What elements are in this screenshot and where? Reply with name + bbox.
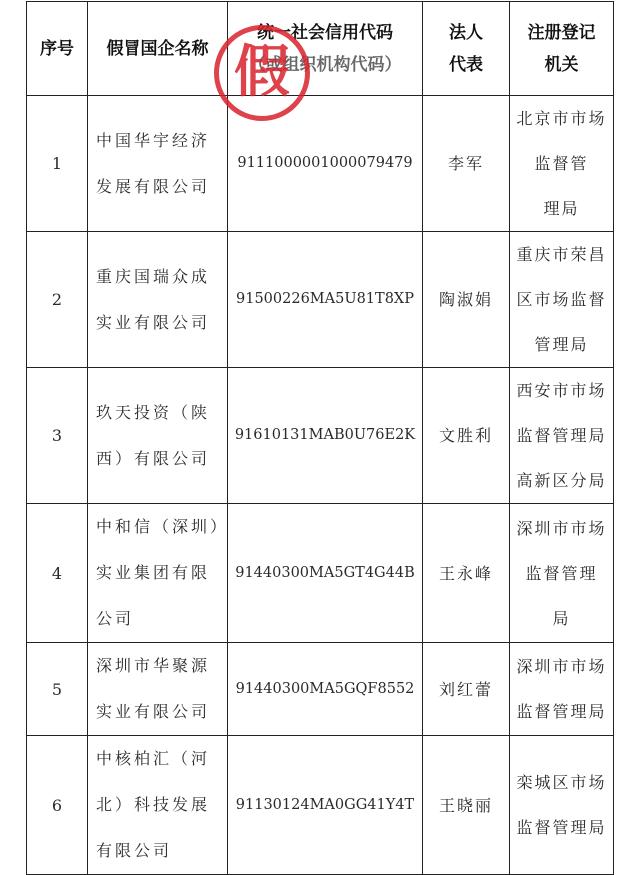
header-row (27, 2, 614, 96)
cell-name-line: 实业有限公司 (96, 702, 211, 721)
cell-authority-line: 北京市市场 (516, 109, 607, 128)
header-auth-line1: 注册登记 (527, 22, 596, 43)
header-code-line1: 统一社会信用代码 (257, 22, 393, 43)
cell-name-line: 中核柏汇（河 (96, 749, 211, 768)
cell-name-line: 实业集团有限 (96, 563, 211, 582)
cell-name-line: 深圳市华聚源 (96, 656, 211, 675)
fake-stamp-char: 假 (234, 40, 290, 105)
cell-authority-line: 深圳市市场 (516, 518, 607, 538)
table-row (27, 504, 614, 643)
cell-name-line: 玖天投资（陕 (96, 402, 211, 422)
cell-seq: 3 (27, 368, 88, 504)
table-row (27, 232, 614, 368)
cell-name-line: 北）科技发展 (96, 795, 211, 814)
cell-name-line: 实业有限公司 (96, 312, 211, 332)
cell-authority-line: 监督管理局 (516, 818, 607, 837)
cell-name (88, 736, 228, 875)
cell-name-line: 重庆国瑞众成 (96, 266, 211, 286)
cell-name-line: 发展有限公司 (96, 176, 211, 196)
cell-legal-rep: 刘红蕾 (423, 643, 510, 736)
cell-authority-line: 重庆市荣昌 (516, 245, 607, 264)
header-auth-line2: 机关 (544, 54, 579, 75)
table-row (27, 736, 614, 875)
cell-authority-line: 深圳市市场 (516, 657, 607, 676)
cell-credit-code: 91610131MAB0U76E2K (228, 368, 423, 504)
cell-name-line: 有限公司 (96, 841, 173, 860)
cell-authority-line: 西安市市场 (516, 381, 607, 400)
cell-authority-line: 监督管理局 (516, 702, 607, 721)
cell-authority-line: 监督管 (534, 154, 589, 173)
header-seq: 序号 (27, 2, 88, 96)
cell-authority (510, 736, 614, 875)
cell-authority-line: 高新区分局 (516, 471, 607, 490)
cell-seq: 4 (27, 504, 88, 643)
cell-credit-code: 91500226MA5U81T8XP (228, 232, 423, 368)
cell-legal-rep: 王晓丽 (423, 736, 510, 875)
cell-name (88, 96, 228, 232)
cell-seq: 1 (27, 96, 88, 232)
cell-authority-line: 理局 (543, 199, 580, 218)
counterfeit-soe-table (26, 1, 614, 875)
cell-credit-code: 91440300MA5GQF8552 (228, 643, 423, 736)
header-rep-line2: 代表 (449, 54, 483, 75)
cell-legal-rep: 陶淑娟 (423, 232, 510, 368)
cell-authority-line: 监督管理 (525, 563, 598, 583)
header-auth (510, 2, 614, 96)
cell-name-line: 中国华宇经济 (96, 130, 211, 150)
cell-name (88, 504, 228, 643)
cell-authority-line: 监督管理局 (516, 426, 607, 445)
table-row (27, 96, 614, 232)
cell-authority-line: 区市场监督 (516, 290, 607, 309)
fake-stamp (214, 25, 310, 121)
cell-name (88, 643, 228, 736)
cell-seq: 2 (27, 232, 88, 368)
header-rep (423, 2, 510, 96)
cell-name (88, 232, 228, 368)
header-rep-line1: 法人 (449, 22, 483, 43)
cell-authority (510, 643, 614, 736)
cell-authority (510, 368, 614, 504)
cell-legal-rep: 王永峰 (423, 504, 510, 643)
cell-authority-line: 局 (552, 608, 571, 628)
cell-name-line: 公司 (96, 609, 135, 628)
cell-seq: 6 (27, 736, 88, 875)
cell-name-line: 中和信（深圳） (96, 517, 230, 536)
cell-legal-rep: 文胜利 (423, 368, 510, 504)
cell-credit-code: 9111000001000079479 (228, 96, 423, 232)
cell-authority (510, 504, 614, 643)
cell-seq: 5 (27, 643, 88, 736)
cell-authority (510, 96, 614, 232)
cell-authority-line: 栾城区市场 (516, 773, 607, 792)
cell-credit-code: 91440300MA5GT4G44B (228, 504, 423, 643)
cell-name (88, 368, 228, 504)
cell-authority (510, 232, 614, 368)
cell-credit-code: 91130124MA0GG41Y4T (228, 736, 423, 875)
header-code-line2: （或组织机构代码） (248, 54, 402, 75)
header-name: 假冒国企名称 (88, 2, 228, 96)
cell-legal-rep: 李军 (423, 96, 510, 232)
table-row (27, 368, 614, 504)
cell-authority-line: 管理局 (534, 335, 589, 354)
cell-name-line: 西）有限公司 (96, 448, 211, 468)
table-row (27, 643, 614, 736)
